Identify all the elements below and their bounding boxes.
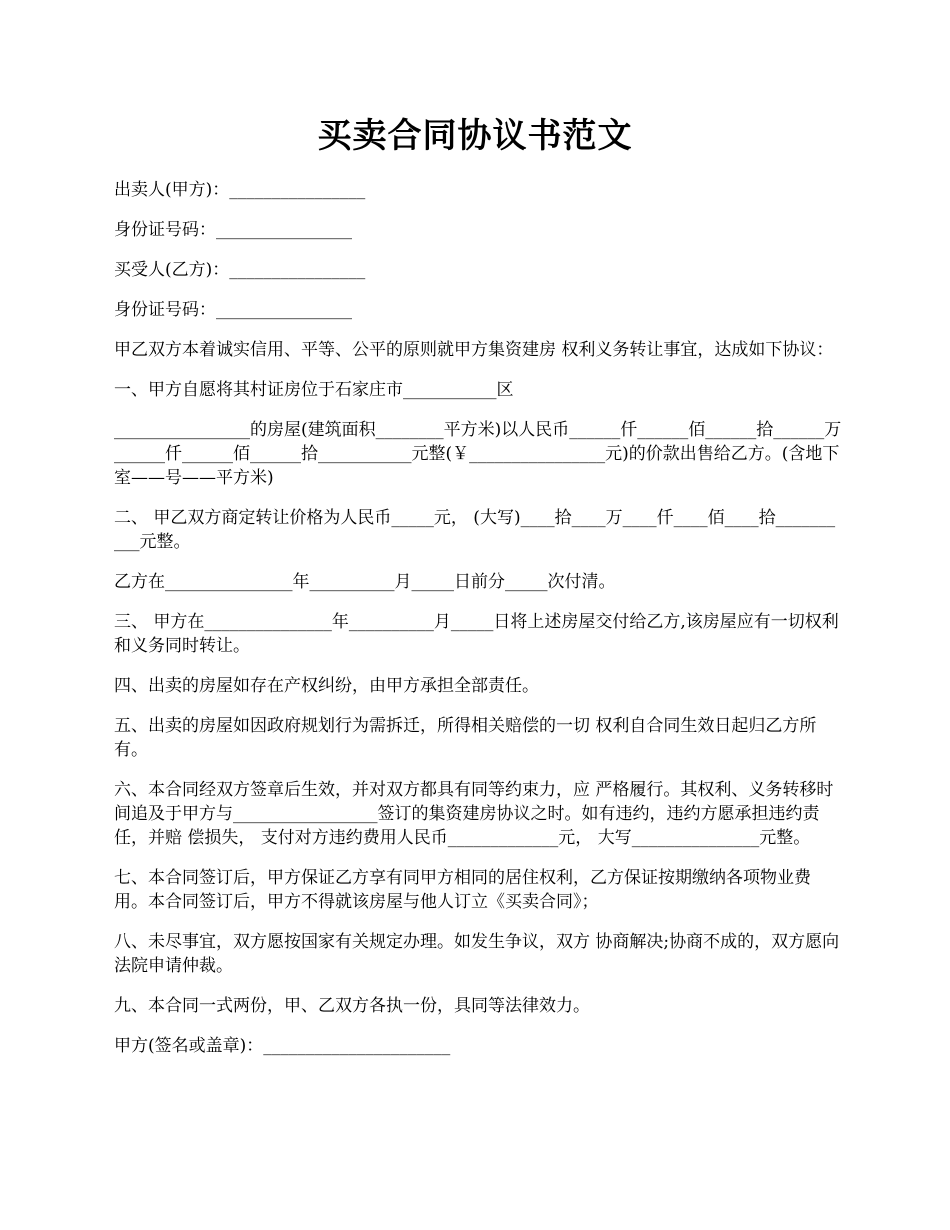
payment-paragraph: 乙方在_______________年__________月_____日前分_____次付清。 xyxy=(114,572,616,592)
preamble-paragraph: 甲乙双方本着诚实信用、平等、公平的原则就甲方集资建房 权利义务转让事宜，达成如下协议： xyxy=(114,340,834,360)
seller-line: 出卖人(甲方)：________________ xyxy=(114,180,366,200)
buyer-line: 买受人(乙方)：________________ xyxy=(114,260,366,280)
clause-1-details-paragraph: ________________的房屋(建筑面积________平方米)以人民币______仟______佰______拾______万______仟______佰______拾___________元整(￥________________元)的价款出售给乙方。(含地下室——号——平方米) xyxy=(114,420,842,488)
seller-signature-line: 甲方(签名或盖章)：______________________ xyxy=(114,1036,451,1056)
clause-5-paragraph: 五、出卖的房屋如因政府规划行为需拆迁，所得相关赔偿的一切 权利自合同生效日起归乙方所有。 xyxy=(114,716,817,760)
clause-7-paragraph: 七、本合同签订后，甲方保证乙方享有同甲方相同的居住权利，乙方保证按期缴纳各项物业费用。本合同签订后，甲方不得就该房屋与他人订立《买卖合同》； xyxy=(114,868,811,912)
clause-9-paragraph: 九、本合同一式两份，甲、乙双方各执一份，具同等法律效力。 xyxy=(114,996,590,1016)
document-title: 买卖合同协议书范文 xyxy=(317,116,633,156)
document-body xyxy=(114,178,842,1074)
clause-1-paragraph: 一、甲方自愿将其村证房位于石家庄市___________区 xyxy=(114,380,514,400)
clause-3-paragraph: 三、 甲方在_______________年__________月_____日将上述房屋交付给乙方,该房屋应有一切权利和义务同时转让。 xyxy=(114,612,839,656)
buyer-id-line: 身份证号码：________________ xyxy=(114,300,352,320)
clause-6-paragraph: 六、本合同经双方签章后生效，并对双方都具有同等约束力，应 严格履行。其权利、义务转移时间追及于甲方与_________________签订的集资建房协议之时。如有违约，违约方愿承担违约责任，并赔 偿损失， 支付对方违约费用人民币_____________元， 大写_______________元整。 xyxy=(114,780,834,848)
clause-4-paragraph: 四、出卖的房屋如存在产权纠纷，由甲方承担全部责任。 xyxy=(114,676,539,696)
seller-id-line: 身份证号码：________________ xyxy=(114,220,352,240)
clause-2-paragraph: 二、 甲乙双方商定转让价格为人民币_____元， (大写)____拾____万____仟____佰____拾__________元整。 xyxy=(114,508,836,552)
clause-8-paragraph: 八、未尽事宜，双方愿按国家有关规定办理。如发生争议，双方 协商解决;协商不成的，双方愿向法院申请仲裁。 xyxy=(114,932,840,976)
